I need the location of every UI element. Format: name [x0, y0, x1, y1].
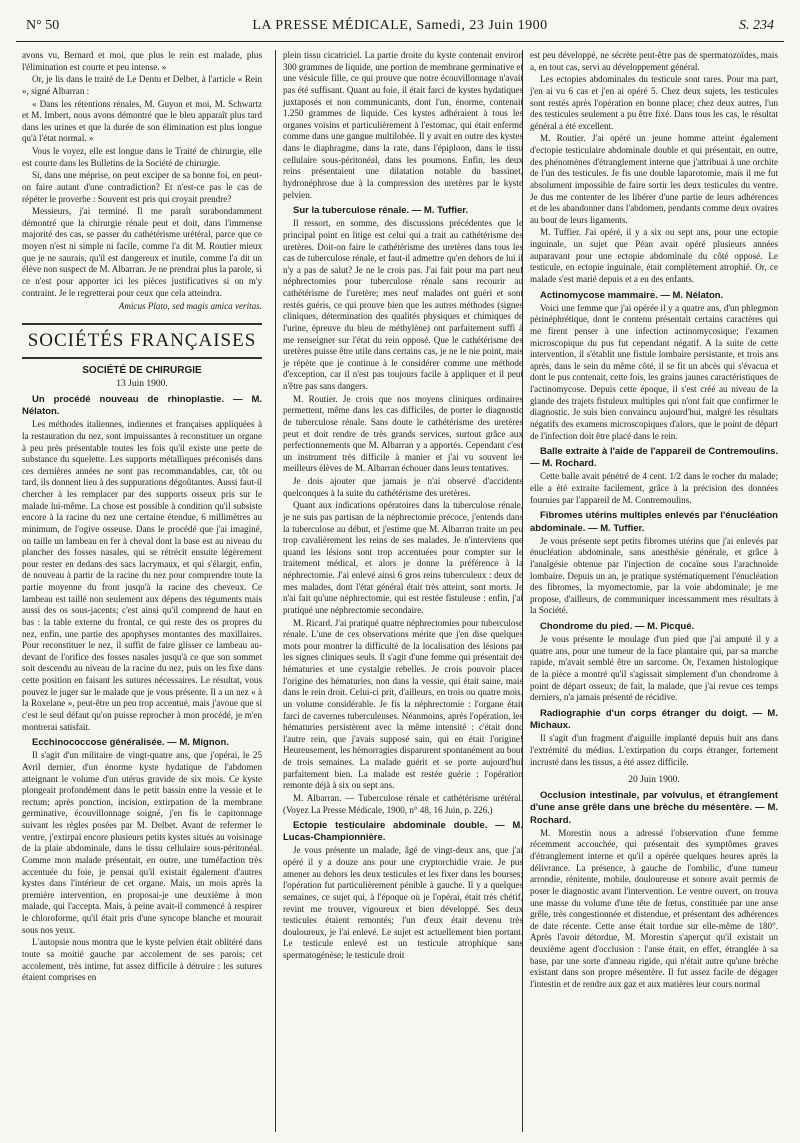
article-heading: Fibromes utérins multiples enlevés par l'énucléation abdominale. — M. Tuffier.: [530, 510, 778, 534]
issue-number: N° 50: [26, 18, 60, 33]
article-heading: Chondrome du pied. — M. Picqué.: [540, 621, 695, 633]
paragraph: Je vous présente un malade, âgé de vingt-deux ans, que j'ai opéré il y a douze ans pour une cryptorchidie vraie. Je pus amener au dehors les deux testicules et les fixer dans les bourses; l'opération fut particulièrement pénible à gauche. Il y a quelques semaines, ce sujet qui, à l'époque où je l'opérai, était très chétif, revint me trouver, vigoureux et bien développé. Ses deux testicules étaient remontés; l'un d'eux était devenu très douloureux, je l'ai enlevé. Le sujet est actuellement bien portant. Le testicule enlevé est un testicule atrophique sans spermatogénèse; le testicule droit: [283, 845, 523, 961]
paragraph: M. Tuffier. J'ai opéré, il y a six ou sept ans, pour une ectopie inguinale, un sujet que Péan avait opéré plusieurs années auparavant pour une ectopie abdominale du côté opposé. Le testicule, en ectopie inguinale, était complètement atrophié. Or, ce malade s'est marié depuis et a eu des enfants.: [530, 227, 778, 284]
closing-quote: Amicus Plato, sed magis amica veritas.: [118, 301, 262, 312]
session-date: 13 Juin 1900.: [116, 378, 168, 389]
paragraph: Or, je lis dans le traité de Le Dentu et Delbet, à l'article « Rein », signé Albarran :: [22, 74, 262, 96]
article-heading: Occlusion intestinale, par volvulus, et étranglement d'une anse grêle dans une brèche du mésentère. — M. Rochard.: [530, 790, 778, 826]
paragraph: est peu développé, ne sécrète peut-être pas de spermatozoïdes, mais a, en tout cas, servi au développement général.: [530, 50, 778, 72]
paragraph: M. Routier. J'ai opéré un jeune homme atteint également d'ectopie testiculaire abdominale double et qui présentait, en outre, des phénomènes d'étranglement interne que j'attribuai à une orchite de l'un des testicules. Je fis une double laparotomie, mais il me fut absolument impossible de faire sortir les deux testicules du ventre. Je dus me contenter de les libérer d'une partie de leurs adhérences et de les abandonner dans l'abdomen, pendants comme deux ovaires au bout de leurs ligaments.: [530, 133, 778, 225]
column-2: [283, 50, 523, 963]
article-heading: Un procédé nouveau de rhinoplastie. — M. Nélaton.: [22, 394, 262, 418]
article-heading: Sur la tuberculose rénale. — M. Tuffier.: [293, 205, 469, 217]
paragraph: M. Ricard. J'ai pratiqué quatre néphrectomies pour tuberculose rénale. L'une de ces observations mérite que j'en dise quelques mots pour montrer la difficulté de la localisation des lésions par les signes cliniques seuls. Il s'agit d'une femme qui présentait des hématuries et une cystalgie rebelles. Je crois pouvoir placer l'origine des hématuries, non dans la vessie, qui était saine, mais dans le rein droit. Celui-ci prit, d'ailleurs, en trois ou quatre mois, un volume considérable. Je fis la néphrectomie : l'organe était farci de cavernes tuberculeuses. Néanmoins, après l'opération, les hématuries persistèrent avec la même intensité : c'était donc l'autre rein, que j'avais supposé sain, qui en était l'origine! Heureusement, les hémorragies disparurent spontanément au bout de trois semaines. La malade guérit et se porte aujourd'hui parfaitement bien. La malade est restée guérie : l'opération remonte déjà à six ou sept ans.: [283, 617, 523, 791]
header-rule: [16, 41, 784, 42]
article-heading: Radiographie d'un corps étranger du doigt. — M. Michaux.: [530, 707, 778, 732]
paragraph: Je vous présente le moulage d'un pied que j'ai amputé il y a quatre ans, pour une tumeur de la face plantaire qui, par sa marche rapide, m'avait semblé être un sarcome. Or, l'examen histologique de la pièce a montré qu'il s'agissait simplement d'un chondrome à point de départ osseux; de fait, la malade, que j'ai revue ces temps derniers, n'a jamais présenté de récidive.: [530, 634, 778, 703]
paragraph: Cette balle avait pénétré de 4 cent. 1/2 dans le rocher du malade; elle a été extraite facilement, grâce à la précision des données fournies par l'appareil de M. Contremoulins.: [530, 471, 778, 505]
section-banner: [22, 323, 262, 359]
paragraph: Il s'agit d'un fragment d'aiguille implanté depuis huit ans dans l'extrémité du médius. L'extirpation du corps étranger, fortement incrusté dans les tissus, a été assez difficile.: [530, 733, 778, 767]
article-heading: Ecchinococcose généralisée. — M. Mignon.: [32, 737, 229, 749]
page-header: [14, 14, 786, 40]
article-heading: Ectopie testiculaire abdominale double. — M. Lucas-Championnière.: [283, 820, 523, 844]
paragraph: M. Routier. Je crois que nos moyens cliniques ordinaires permettent, même dans les cas difficiles, de porter le diagnostic de tuberculose rénale. Sans doute le cathétérisme des uretères peut et doit rendre de très grands services, surtout grâce aux perfectionnements que M. Albarran y a apportés. Cependant c'est un instrument très difficile à manier et j'ai vu souvent les meilleurs élèves de M. Albarran échouer dans leurs tentatives.: [283, 393, 523, 474]
paragraph: Messieurs, j'ai terminé. Il me paraît surabondamment démontré que la chirurgie rénale peut et doit, dans l'immense majorité des cas, se passer du cathétérisme urétéral, parce que ce moyen n'est ni simple ni facile, comme l'a dit M. Routier mieux que je ne saurais, qu'il est dangereux et inutile, comme l'a dit un élève non suspect de M. Albarran. Je ne prendrai plus la parole, si ce n'est pour apporter ici les pièces justificatives si on m'y contraint. Je le regretterai pour ceux que cela atteindra.: [22, 206, 262, 298]
section-title: SOCIÉTÉS FRANÇAISES: [27, 329, 257, 351]
column-divider-1: [275, 50, 276, 1132]
paragraph: « Dans les rétentions rénales, M. Guyon et moi, M. Schwartz et M. Imbert, nous avons démontré que le bleu apparaît plus tard dans les urines et que la durée de son élimination est plus longue qu'à l'état normal. »: [22, 98, 262, 144]
page-number: S. 234: [739, 18, 774, 33]
article-heading: Actinomycose mammaire. — M. Nélaton.: [540, 289, 724, 301]
paragraph: M. Albarran. — Tuberculose rénale et cathétérisme urétéral. (Voyez La Presse Médicale, 1900, n° 48, 16 Juin, p. 226.): [283, 792, 523, 815]
paragraph: Voici une femme que j'ai opérée il y a quatre ans, d'un phlegmon périnéphrétique, dont le contenu présentait certains caractères qui me firent penser à une infection actinomycosique; l'examen microscopique du pus fut cependant négatif. A la suite de cette intervention, il s'établit une fistule lombaire persistante, et trois ans après, dans le sein du même côté, il se fit un abcès qui s'évacua et dont le pus contenait, cette fois, les grains jaunes caractéristiques de l'actinomycose. Depuis cette époque, il s'est créé au niveau de la glande des trajets fistuleux multiples qui n'ont fait que confirmer le diagnostic. Je suis bien convaincu aujourd'hui, malgré les résultats négatifs des examens microscopiques d'alors, que le point de départ de l'infection doit être placé dans le rein.: [530, 302, 778, 441]
paragraph: Les méthodes italiennes, indiennes et françaises appliquées à la restauration du nez, sont impuissantes à reconstituer un organe à peu près présentable toutes les fois qu'il existe une perte de substance du squelette. Les supports métalliques préconisés dans ces dernières années ne sont pas recommandables, car, tôt ou tard, ils donnent lieu à des suppurations dégoûtantes. Aussi faut-il chercher à les remplacer par des supports osseux pris sur le malade lui-même. La chose est possible à condition qu'il subsiste encore à la racine du nez une certaine étendue, 6 millimètres au minimum, de l'ogive osseuse. Dans le procédé que j'ai imaginé, on taille un lambeau en fer à cheval dont la base est au niveau du plancher des fosses nasales, qui se rétrécit ensuite légèrement pour rester en dedans des sacs lacrymaux, et qui s'élargit, enfin, de nouveau à partir de la racine du nez pour comprendre toute la partie moyenne du front jusqu'à la racine des cheveux. Ce lambeau est taillé non seulement aux dépens des téguments mais aussi des os sous-jacents; c'est ainsi qu'il comprend de haut en bas : la table externe du frontal, ce qui reste des os propres du nez, enfin, une partie des apophyses montantes des maxillaires. Pour reconstituer le nez, il suffit de faire glisser ce lambeau au-devant de l'orifice des fosses nasales jusqu'à ce que son sommet soit descendu au niveau de la racine du nez, puis on les fixe dans cette position en faisant les sutures nécessaires. Le résultat, vous pouvez le juger sur le malade que je vous présente. Il a un nez « à la Roxelane », peut-être un peu trop accentué, mais j'avoue que si c'est le seul défaut qu'on puisse reprocher à mon procédé, je m'en montrerai satisfait.: [22, 419, 262, 732]
paragraph: Vous le voyez, elle est longue dans le Traité de chirurgie, elle est courte dans les Bulletins de la Société de chirurgie.: [22, 146, 262, 168]
paragraph: plein tissu cicatriciel. La partie droite du kyste contenait environ 300 grammes de liquide, une portion de membrane germinative et une vésicule fille, ce qui prouve que notre écouvillonnage n'avait pas été suffisant. Quant au foie, il était farci de kystes hydatiques juxtaposés et non communicants, dont l'un, énorme, contenait 1.250 grammes de liquide. Ces kystes adhéraient à tous les organes voisins et particulièrement à l'estomac, qui était enfermé comme dans une gangue multilobée. Il y avait en outre des kystes dans le diaphragme, dans la rate, dans l'épiploon, dans le tissu cellulaire sous-péritonéal, dans les poumons. Enfin, les deux reins présentaient une dilatation notable du bassinet, hydronéphrose due à la compression des uretères par le kyste pelvien.: [283, 50, 523, 200]
column-1: [22, 50, 262, 985]
column-3: [530, 50, 778, 992]
paragraph: Si, dans une méprise, on peut exciper de sa bonne foi, en peut-on faire autant d'une contradiction? Et n'est-ce pas le cas de répéter le proverbe : Souvent est pris qui croyait prendre?: [22, 170, 262, 204]
paragraph: Les ectopies abdominales du testicule sont rares. Pour ma part, j'en ai vu 6 cas et j'en ai opéré 5. Chez deux sujets, les testicules sont restés après l'opération en bonne place; chez deux autres, l'un des testicules seulement a pu être fixé. Dans tous les cas, le résultat général a été excellent.: [530, 74, 778, 131]
paragraph: Je dois ajouter que jamais je n'ai observé d'accidents quelconques à la suite du cathétérisme des uretères.: [283, 476, 523, 498]
article-heading: Balle extraite à l'aide de l'appareil de Contremoulins. — M. Rochard.: [530, 446, 778, 470]
paragraph: L'autopsie nous montra que le kyste pelvien était oblitéré dans toute sa moitié gauche par accolement de ses parois; cet accolement, très intime, fut assez difficile à détruire : les sutures étaient comprises en: [22, 937, 262, 983]
paragraph: M. Morestin nous a adressé l'observation d'une femme récemment accouchée, qui présentait des symptômes graves d'étranglement interne et qu'il a opérée quelques heures après la délivrance. La présence, à gauche de l'ombilic, d'une tumeur arrondie, rénitente, mobile, douloureuse et sonore avait permis de poser le diagnostic avant l'intervention. Le ventre ouvert, on trouva une masse du volume d'une tête de fœtus, constituée par une anse grêle, très congestionnée et distendue, et présentant des adhérences de date récente. Cette anse était tordue sur elle-même de 180°. Après l'avoir détordue, M. Morestin s'aperçut qu'il existait un deuxième agent d'occlusion : l'anse était, en effet, étranglée à sa base, par une sorte d'anneau rigide, qui n'était autre qu'une brèche existant dans son propre mésentère. Il fut assez facile de dégager l'intestin et de rendre aux gaz et aux matières leur cours normal: [530, 827, 778, 989]
paragraph: Je vous présente sept petits fibromes utérins que j'ai enlevés par énucléation abdominale, sans anesthésie générale, et grâce à l'analgésie obtenue par l'injection de cocaïne sous l'arachnoïde lombaire. Depuis un an, je pratique systématiquement l'énucléation des fibromes, la myomectomie, par la voie abdominale; je me propose, d'ailleurs, de communiquer incessamment mes résultats à la Société.: [530, 535, 778, 616]
paragraph: Quant aux indications opératoires dans la tuberculose rénale, je ne suis pas partisan de la néphrectomie précoce, j'entends dans la tuberculose au début, et j'estime que M. Albarran traite un peu trop cavalièrement les reins de ses malades. Je n'interviens que quand les lésions sont trop accentuées pour compter sur le traitement médical, et alors je donne la préférence à la néphrectomie. J'ai enlevé ainsi 6 gros reins tuberculeux : deux de mes malades, dont l'état général était très atteint, sont morts. Je n'ai fait qu'une néphrectomie, qui est restée fistuleuse : enfin, j'ai pratiqué une néphrectomie secondaire.: [283, 500, 523, 615]
paragraph: avons vu, Bernard et moi, que plus le rein est malade, plus l'élimination est courte et peu intense. »: [22, 50, 262, 72]
paragraph: Il s'agit d'un militaire de vingt-quatre ans, que j'opérai, le 25 Avril dernier, d'un énorme kyste hydatique de l'abdomen atteignant le volume d'un utérus gravide de six mois. Ce kyste plongeait profondément dans le petit bassin entre la vessie et le rectum; après ponction, incision, extirpation de la membrane germinative, écouvillonnage soigné, j'en fis le capitonnage suivant les règles posées par M. Delbet. Avant de refermer le ventre, j'extirpai encore plusieurs petits kystes situés au voisinage de la plaie abdominale, dans le tissu cellulaire sous-péritonéal. Comme mon malade présentait, en outre, une tuméfaction très accentuée du foie, je pensai qu'il existait également d'autres kystes dans l'intérieur de cet organe. Mais, un mois après la première intervention, en proposai-je une deuxième à mon malade, qui l'accepta. Mais, à peine avait-il commencé à respirer le chloroforme, qu'il était pris d'une syncope blanche et mourait sous nos yeux.: [22, 750, 262, 935]
paragraph: Il ressort, en somme, des discussions précédentes que le principal point en litige est celui qui a trait au cathétérisme des uretères. Doit-on faire le cathétérisme des uretères dans tous les cas de tuberculose rénale, et faut-il admettre qu'en dehors de lui il n'y a pas de salut? Je ne le crois pas. J'ai fait pour ma part neuf néphrectomies pour tuberculose rénale sans recourir au cathétérisme de l'uretère; mes neuf malades ont guéri et sont restés guéris, ce qui prouve bien que les autres méthodes (signes cliniques, détermination des qualités physiques et chimiques de l'urine, épreuve du bleu de méthylène) ont parfaitement suffi à me renseigner sur l'état du rein opposé. Que le cathétérisme des uretères puisse être utile dans certains cas, je ne le nie point, mais je répète que je continue à le considérer comme une méthode d'exception, car il n'est pas toujours facile à appliquer et il peut n'être pas sans dangers.: [283, 218, 523, 392]
journal-title: LA PRESSE MÉDICALE, Samedi, 23 Juin 1900: [252, 18, 548, 33]
session-date: 20 Juin 1900.: [628, 775, 680, 786]
society-heading: SOCIÉTÉ DE CHIRURGIE: [82, 365, 202, 377]
